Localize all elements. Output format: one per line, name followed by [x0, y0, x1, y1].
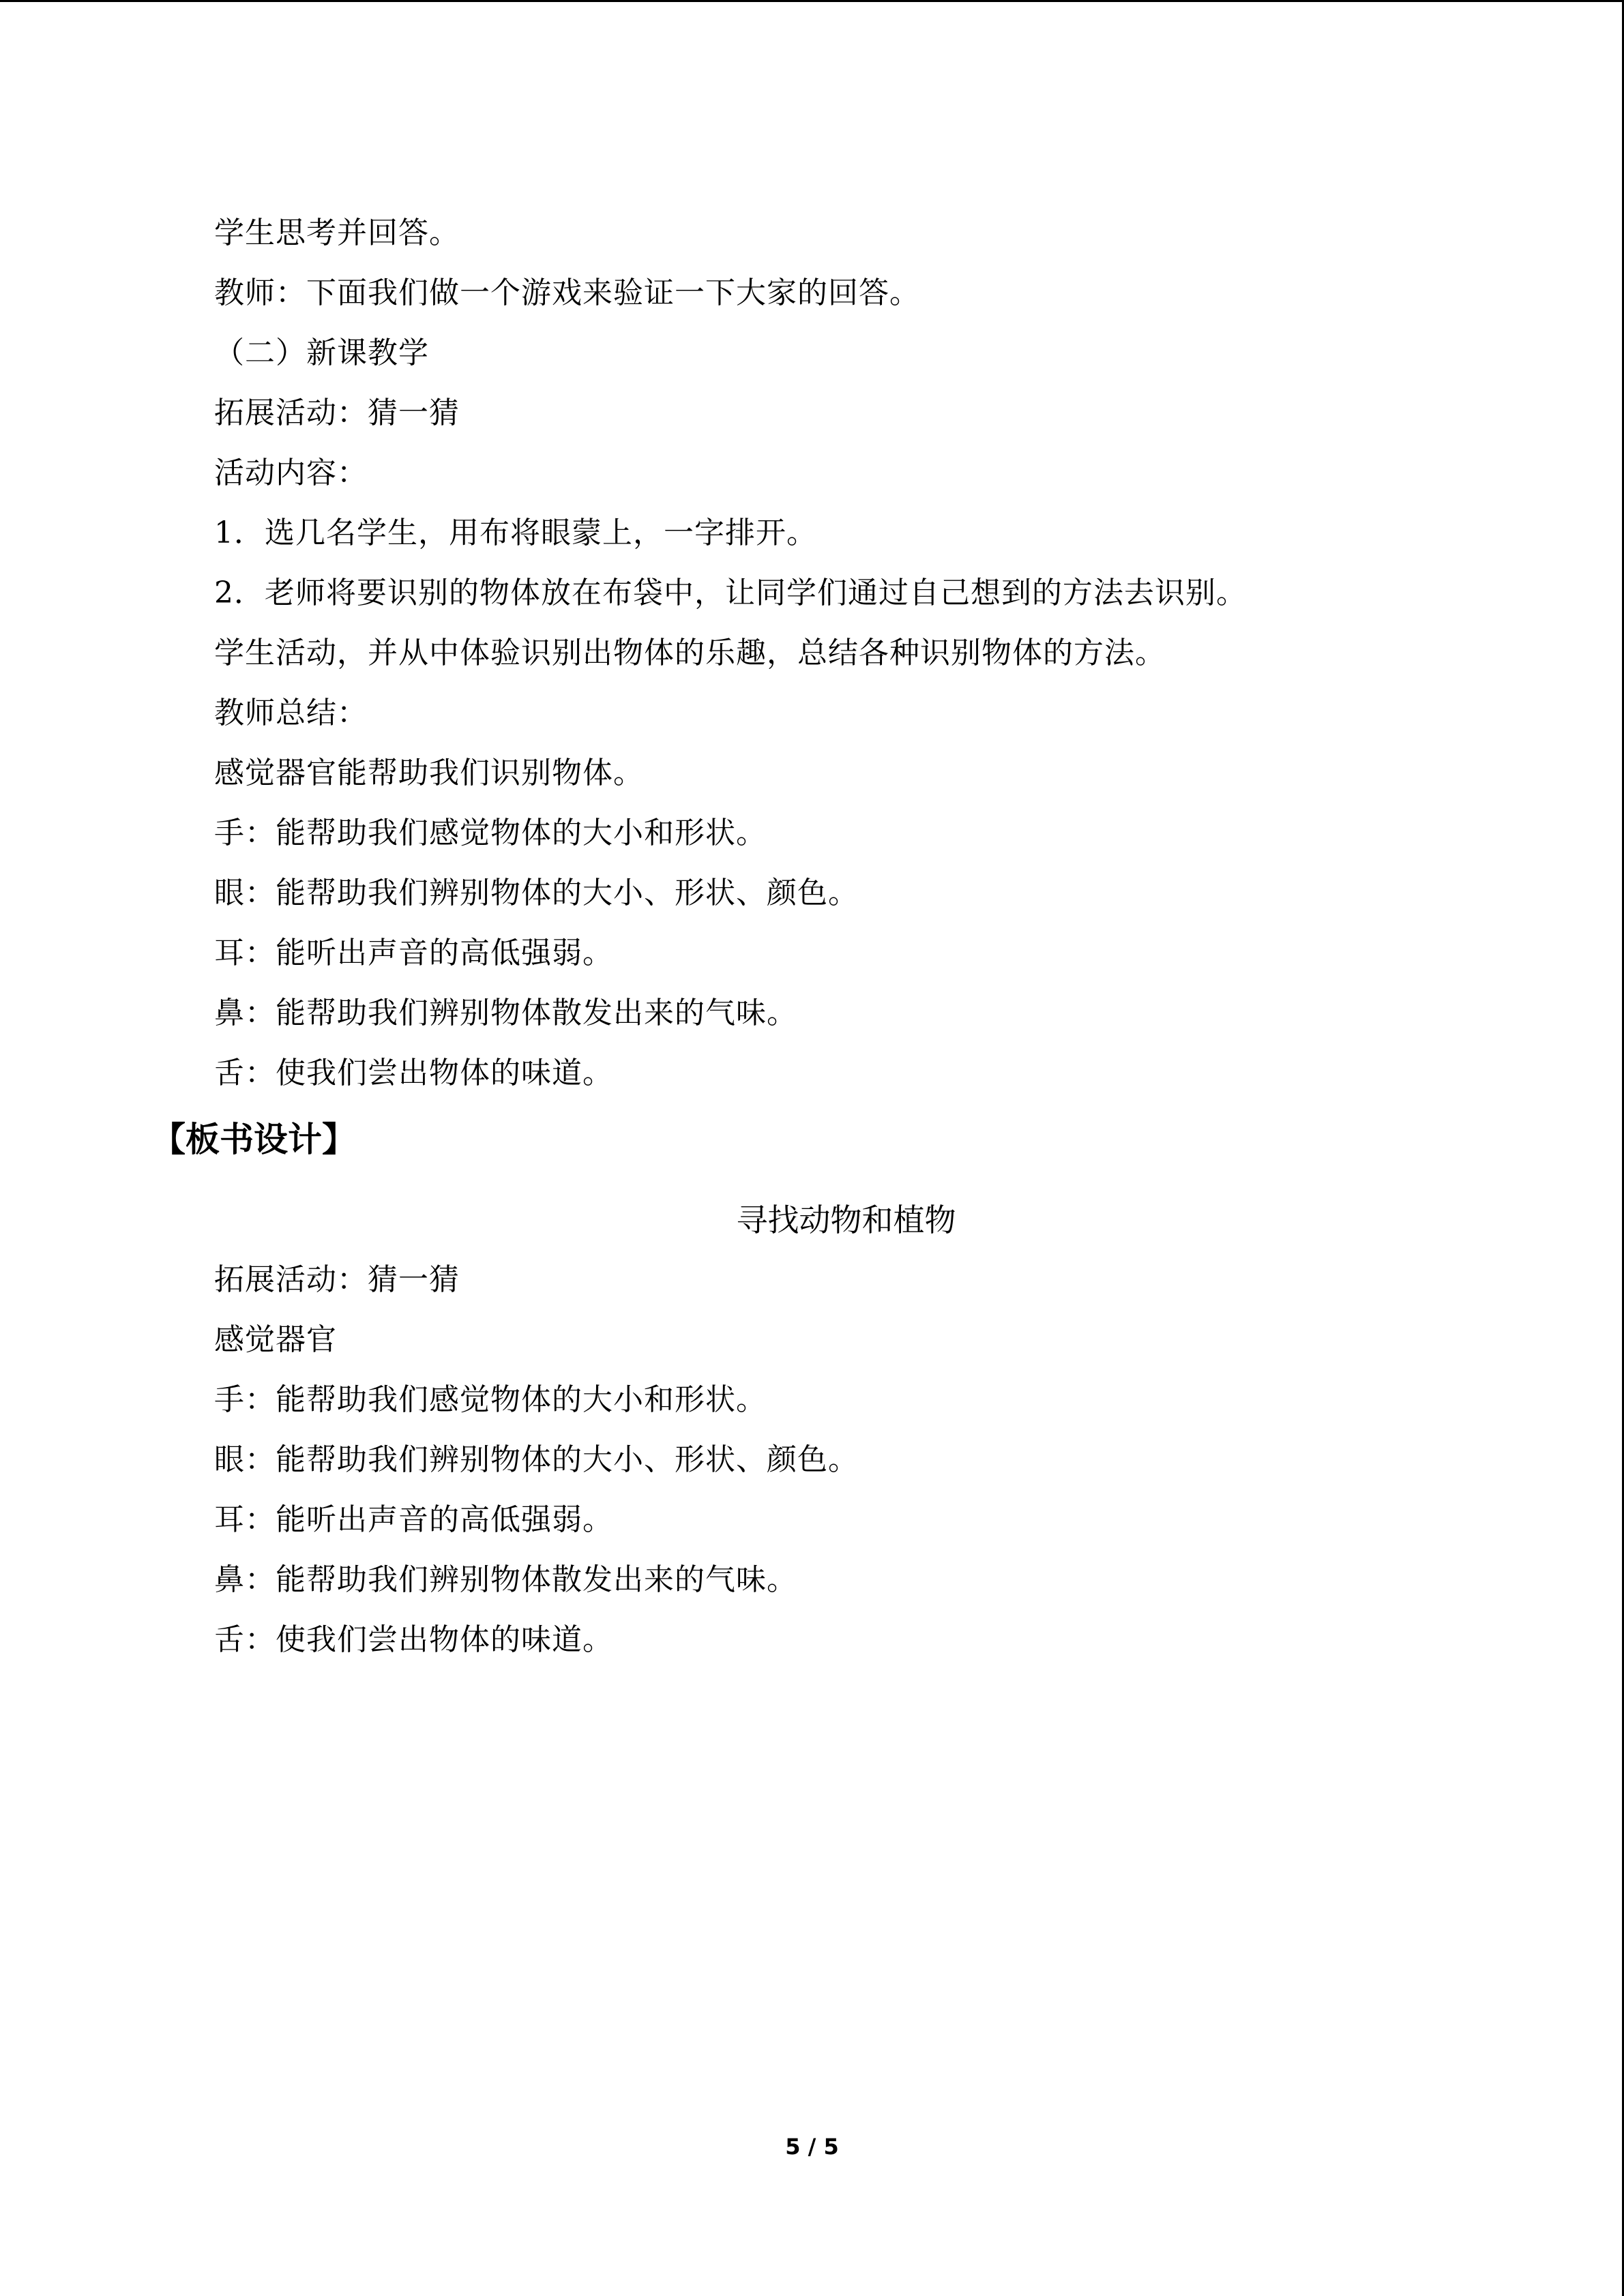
lesson-line: 学生思考并回答。: [214, 215, 460, 250]
board-design-heading: 【板书设计】: [151, 1120, 356, 1159]
board-line: 耳：能听出声音的高低强弱。: [214, 1502, 613, 1537]
lesson-line: 活动内容：: [214, 456, 368, 490]
lesson-line: 教师：下面我们做一个游戏来验证一下大家的回答。: [214, 275, 920, 310]
board-line: 眼：能帮助我们辨别物体的大小、形状、颜色。: [214, 1442, 859, 1477]
board-line: 鼻：能帮助我们辨别物体散发出来的气味。: [214, 1562, 797, 1597]
lesson-line: 教师总结：: [214, 696, 368, 730]
lesson-line: 感觉器官能帮助我们识别物体。: [214, 756, 644, 790]
lesson-line: 手：能帮助我们感觉物体的大小和形状。: [214, 816, 767, 850]
board-line: 感觉器官: [214, 1322, 337, 1357]
board-title: 寻找动物和植物: [736, 1202, 956, 1238]
lesson-line: 耳：能听出声音的高低强弱。: [214, 936, 613, 970]
lesson-line: 拓展活动：猜一猜: [214, 396, 460, 430]
lesson-line: 1．选几名学生，用布将眼蒙上，一字排开。: [214, 516, 817, 550]
lesson-line: 2．老师将要识别的物体放在布袋中，让同学们通过自己想到的方法去识别。: [214, 576, 1247, 610]
page-top-border: [0, 0, 1624, 2]
lesson-line: 眼：能帮助我们辨别物体的大小、形状、颜色。: [214, 876, 859, 910]
board-line: 手：能帮助我们感觉物体的大小和形状。: [214, 1382, 767, 1417]
lesson-line: 学生活动，并从中体验识别出物体的乐趣，总结各种识别物体的方法。: [214, 636, 1166, 670]
lesson-line: （二）新课教学: [214, 336, 429, 370]
board-line: 舌：使我们尝出物体的味道。: [214, 1622, 613, 1657]
lesson-line: 鼻：能帮助我们辨别物体散发出来的气味。: [214, 996, 797, 1030]
board-line: 拓展活动：猜一猜: [214, 1262, 460, 1297]
lesson-line: 舌：使我们尝出物体的味道。: [214, 1056, 613, 1090]
page-number: 5 / 5: [785, 2134, 839, 2160]
